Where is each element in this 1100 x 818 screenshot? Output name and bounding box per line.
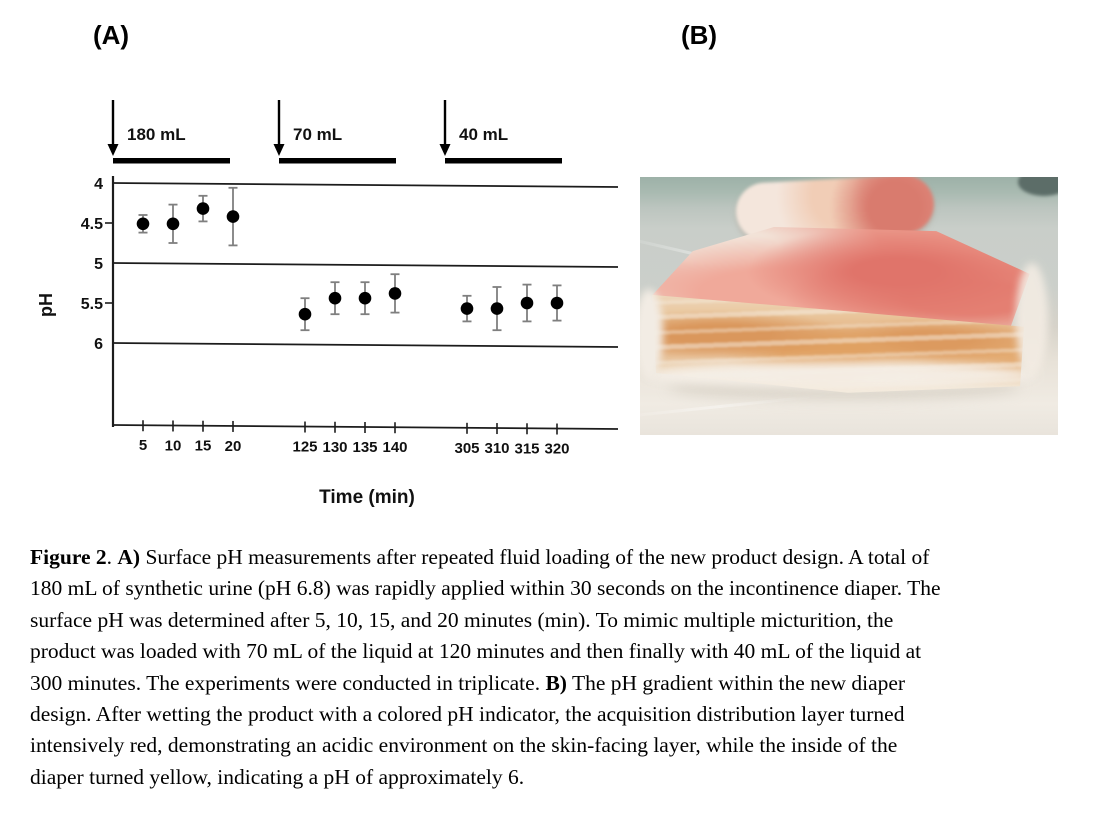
caption-line (30, 730, 1074, 761)
x-tick-label: 310 (484, 440, 510, 458)
caption-text-segment: diaper turned yellow, indicating a pH of approximately 6. (30, 764, 525, 789)
caption-bold-segment: A) (117, 545, 141, 569)
measurement-window-bar (279, 158, 396, 164)
data-point (299, 308, 312, 321)
caption-bold-segment: B) (545, 670, 567, 695)
figure-caption (30, 542, 1074, 793)
x-tick-label: 125 (292, 438, 318, 456)
data-point (491, 302, 504, 315)
x-tick-label: 5 (138, 437, 148, 455)
y-tick-label: 4.5 (80, 216, 103, 233)
measurement-window-bar (113, 158, 230, 164)
caption-text-segment: . (106, 545, 118, 569)
data-point (329, 292, 342, 305)
caption-text-segment: surface pH was determined after 5, 10, 15, and 20 minutes (min). To mimic multiple micturition, the (30, 607, 894, 632)
caption-line (30, 542, 1074, 573)
caption-text-segment: Surface pH measurements after repeated fluid loading of the new product design. A total of (140, 545, 930, 569)
diaper-photo-panel-b (640, 177, 1058, 435)
arrow-head-icon (440, 144, 451, 156)
caption-line (30, 699, 1074, 730)
panel-a-label: (A) (93, 20, 130, 50)
data-point (551, 297, 564, 310)
x-tick-label: 305 (454, 439, 480, 457)
caption-text-segment: 300 minutes. The experiments were conducted in triplicate. (30, 670, 546, 695)
dose-label: 40 mL (459, 125, 509, 144)
caption-line (30, 573, 1074, 604)
x-tick-label: 140 (382, 439, 408, 457)
caption-text-segment: 180 mL of synthetic urine (pH 6.8) was rapidly applied within 30 seconds on the incontinence diaper. The (30, 576, 941, 601)
caption-text-segment: The pH gradient within the new diaper (566, 670, 906, 695)
caption-text-segment: product was loaded with 70 mL of the liquid at 120 minutes and then finally with 40 mL of the liquid at (30, 639, 922, 664)
data-point (359, 292, 372, 305)
arrow-head-icon (274, 144, 285, 156)
dose-label: 180 mL (127, 125, 186, 144)
measurement-window-bar (445, 158, 562, 164)
y-axis-title: pH (36, 293, 56, 317)
x-tick-label: 15 (194, 437, 212, 455)
caption-line (30, 762, 1074, 793)
data-point (137, 218, 150, 231)
y-tick-label: 4 (94, 176, 103, 193)
x-tick-label: 315 (514, 440, 540, 458)
gridline (113, 343, 618, 347)
dose-label: 70 mL (293, 125, 343, 144)
data-point (461, 302, 474, 315)
gridline (113, 263, 618, 267)
ph-time-chart (0, 0, 660, 520)
diaper-bottom-fluff (644, 361, 1036, 389)
x-tick-label: 320 (544, 440, 570, 458)
panel-b-label: (B) (681, 20, 718, 50)
y-tick-label: 5.5 (80, 296, 103, 313)
data-point (197, 202, 210, 215)
x-tick-label: 10 (164, 437, 182, 455)
arrow-head-icon (108, 144, 119, 156)
data-point (227, 210, 240, 223)
x-tick-label: 135 (352, 438, 378, 456)
data-point (167, 218, 180, 231)
caption-text-segment: design. After wetting the product with a colored pH indicator, the acquisition distribution layer turned (30, 702, 905, 727)
x-tick-label: 130 (322, 438, 348, 456)
caption-bold-segment: Figure 2 (30, 545, 107, 569)
y-tick-label: 5 (94, 256, 103, 273)
data-point (521, 297, 534, 310)
caption-text-segment: intensively red, demonstrating an acidic environment on the skin-facing layer, while the inside of the (30, 733, 898, 758)
caption-line (30, 668, 1074, 699)
caption-line (30, 636, 1074, 667)
gridline (113, 183, 618, 187)
caption-line (30, 605, 1074, 636)
y-tick-label: 6 (94, 336, 103, 353)
diaper-right-fluff (1016, 263, 1048, 375)
x-tick-label: 20 (224, 437, 242, 455)
x-axis-title: Time (min) (319, 487, 415, 508)
data-point (389, 287, 402, 300)
